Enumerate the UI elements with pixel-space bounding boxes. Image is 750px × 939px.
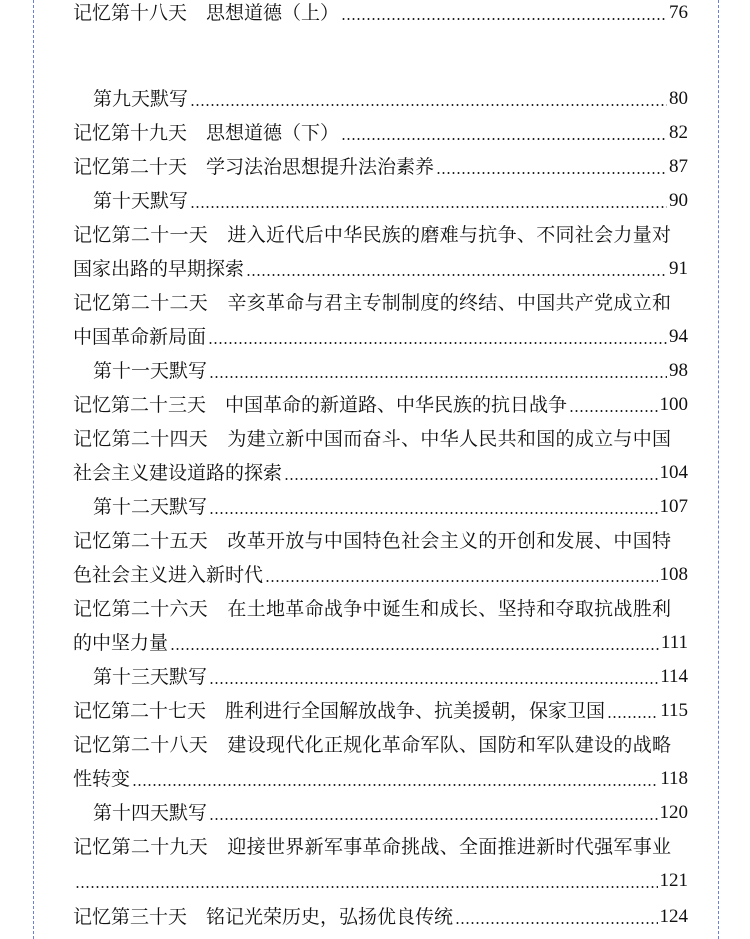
right-margin-guide [718, 0, 719, 939]
toc-entry[interactable] [73, 894, 688, 928]
toc-entry-page: 115 [660, 700, 688, 721]
toc-leader-dots [190, 104, 667, 106]
toc-entry-title-line1[interactable]: 记忆第二十八天 建设现代化正规化革命军队、国防和军队建设的战略 [73, 734, 672, 756]
toc-entry[interactable] [73, 246, 688, 280]
toc-entry[interactable] [73, 552, 688, 586]
toc-entry[interactable] [73, 450, 688, 484]
toc-entry-page: 91 [669, 258, 688, 279]
toc-entry-page: 104 [659, 462, 688, 483]
toc-entry[interactable] [73, 688, 688, 722]
toc-entry-title: 记忆第三十天 铭记光荣历史，弘扬优良传统 [73, 906, 454, 928]
toc-leader-dots [132, 784, 658, 786]
toc-entry-dictation[interactable] [93, 348, 688, 382]
toc-leader-dots [246, 274, 667, 276]
toc-leader-dots [607, 716, 658, 718]
toc-entry-title: 第十四天默写 [93, 802, 208, 824]
toc-entry-title: 第九天默写 [93, 88, 189, 110]
toc-entry-page: 108 [659, 564, 688, 585]
toc-entry-title-line2: 社会主义建设道路的探索 [73, 462, 283, 484]
toc-entry-title: 记忆第二十七天 胜利进行全国解放战争、抗美援朝，保家卫国 [73, 700, 606, 722]
toc-entry-dictation[interactable] [93, 484, 688, 518]
toc-entry-title: 第十天默写 [93, 190, 189, 212]
toc-entry-title-line2: 国家出路的早期探索 [73, 258, 245, 280]
toc-entry[interactable] [73, 110, 688, 144]
toc-entry-dictation[interactable] [93, 76, 688, 110]
toc-entry-title: 第十三天默写 [93, 666, 208, 688]
toc-entry-title-line1[interactable]: 记忆第二十九天 迎接世界新军事革命挑战、全面推进新时代强军事业 [73, 836, 672, 858]
toc-entry-page: 82 [669, 122, 688, 143]
toc-entry[interactable] [73, 858, 688, 892]
toc-entry-title-line1[interactable]: 记忆第二十五天 改革开放与中国特色社会主义的开创和发展、中国特 [73, 530, 672, 552]
toc-entry-page: 94 [669, 326, 688, 347]
toc-leader-dots [75, 886, 658, 888]
toc-entry-page: 87 [669, 156, 688, 177]
toc-entry-dictation[interactable] [93, 654, 688, 688]
toc-entry-page: 118 [660, 768, 688, 789]
toc-entry[interactable] [73, 382, 688, 416]
toc-entry-page: 90 [669, 190, 688, 211]
toc-entry-title: 记忆第二十三天 中国革命的新道路、中华民族的抗日战争 [73, 394, 568, 416]
toc-entry-page: 114 [660, 666, 688, 687]
toc-leader-dots [190, 206, 667, 208]
toc-entry[interactable] [73, 620, 688, 654]
toc-leader-dots [209, 682, 658, 684]
toc-entry-title-line2: 中国革命新局面 [73, 326, 207, 348]
toc-leader-dots [569, 410, 657, 412]
toc-entry[interactable] [73, 144, 688, 178]
toc-entry-page: 107 [659, 496, 688, 517]
toc-entry-title-line2: 的中坚力量 [73, 632, 169, 654]
toc-leader-dots [209, 376, 667, 378]
toc-leader-dots [284, 478, 657, 480]
toc-entry-title-line1[interactable]: 记忆第二十一天 进入近代后中华民族的磨难与抗争、不同社会力量对 [73, 224, 672, 246]
toc-entry-dictation[interactable] [93, 178, 688, 212]
toc-leader-dots [170, 648, 659, 650]
toc-entry-title: 记忆第二十天 学习法治思想提升法治素养 [73, 156, 435, 178]
toc-entry-title-line2: 色社会主义进入新时代 [73, 564, 264, 586]
toc-entry-page: 124 [659, 906, 688, 927]
toc-entry[interactable] [73, 314, 688, 348]
toc-leader-dots [341, 138, 667, 140]
toc-leader-dots [341, 18, 667, 20]
toc-entry-page: 111 [660, 632, 688, 653]
toc-entry-title-line2: 性转变 [73, 768, 131, 790]
toc-leader-dots [455, 922, 657, 924]
toc-entry-page: 100 [659, 394, 688, 415]
toc-leader-dots [209, 512, 657, 514]
toc-entry-page: 121 [659, 870, 688, 891]
toc-leader-dots [265, 580, 657, 582]
toc-entry-title: 记忆第十八天 思想道德（上） [73, 2, 340, 24]
toc-entry-title: 第十二天默写 [93, 496, 208, 518]
toc-entry[interactable] [73, 756, 688, 790]
toc-entry[interactable] [73, 0, 688, 24]
toc-entry-page: 98 [669, 360, 688, 381]
toc-entry-title-line1[interactable]: 记忆第二十六天 在土地革命战争中诞生和成长、坚持和夺取抗战胜利 [73, 598, 672, 620]
toc-leader-dots [208, 342, 667, 344]
toc-entry-title: 记忆第十九天 思想道德（下） [73, 122, 340, 144]
left-margin-guide [33, 0, 34, 939]
toc-entry-page: 120 [659, 802, 688, 823]
toc-entry-dictation[interactable] [93, 790, 688, 824]
toc-entry-title-line1[interactable]: 记忆第二十四天 为建立新中国而奋斗、中华人民共和国的成立与中国 [73, 428, 672, 450]
toc-entry-page: 76 [669, 2, 688, 23]
toc-leader-dots [209, 818, 657, 820]
toc-entry-title-line1[interactable]: 记忆第二十二天 辛亥革命与君主专制制度的终结、中国共产党成立和 [73, 292, 672, 314]
toc-leader-dots [436, 172, 667, 174]
toc-entry-page: 80 [669, 88, 688, 109]
toc-entry-title: 第十一天默写 [93, 360, 208, 382]
